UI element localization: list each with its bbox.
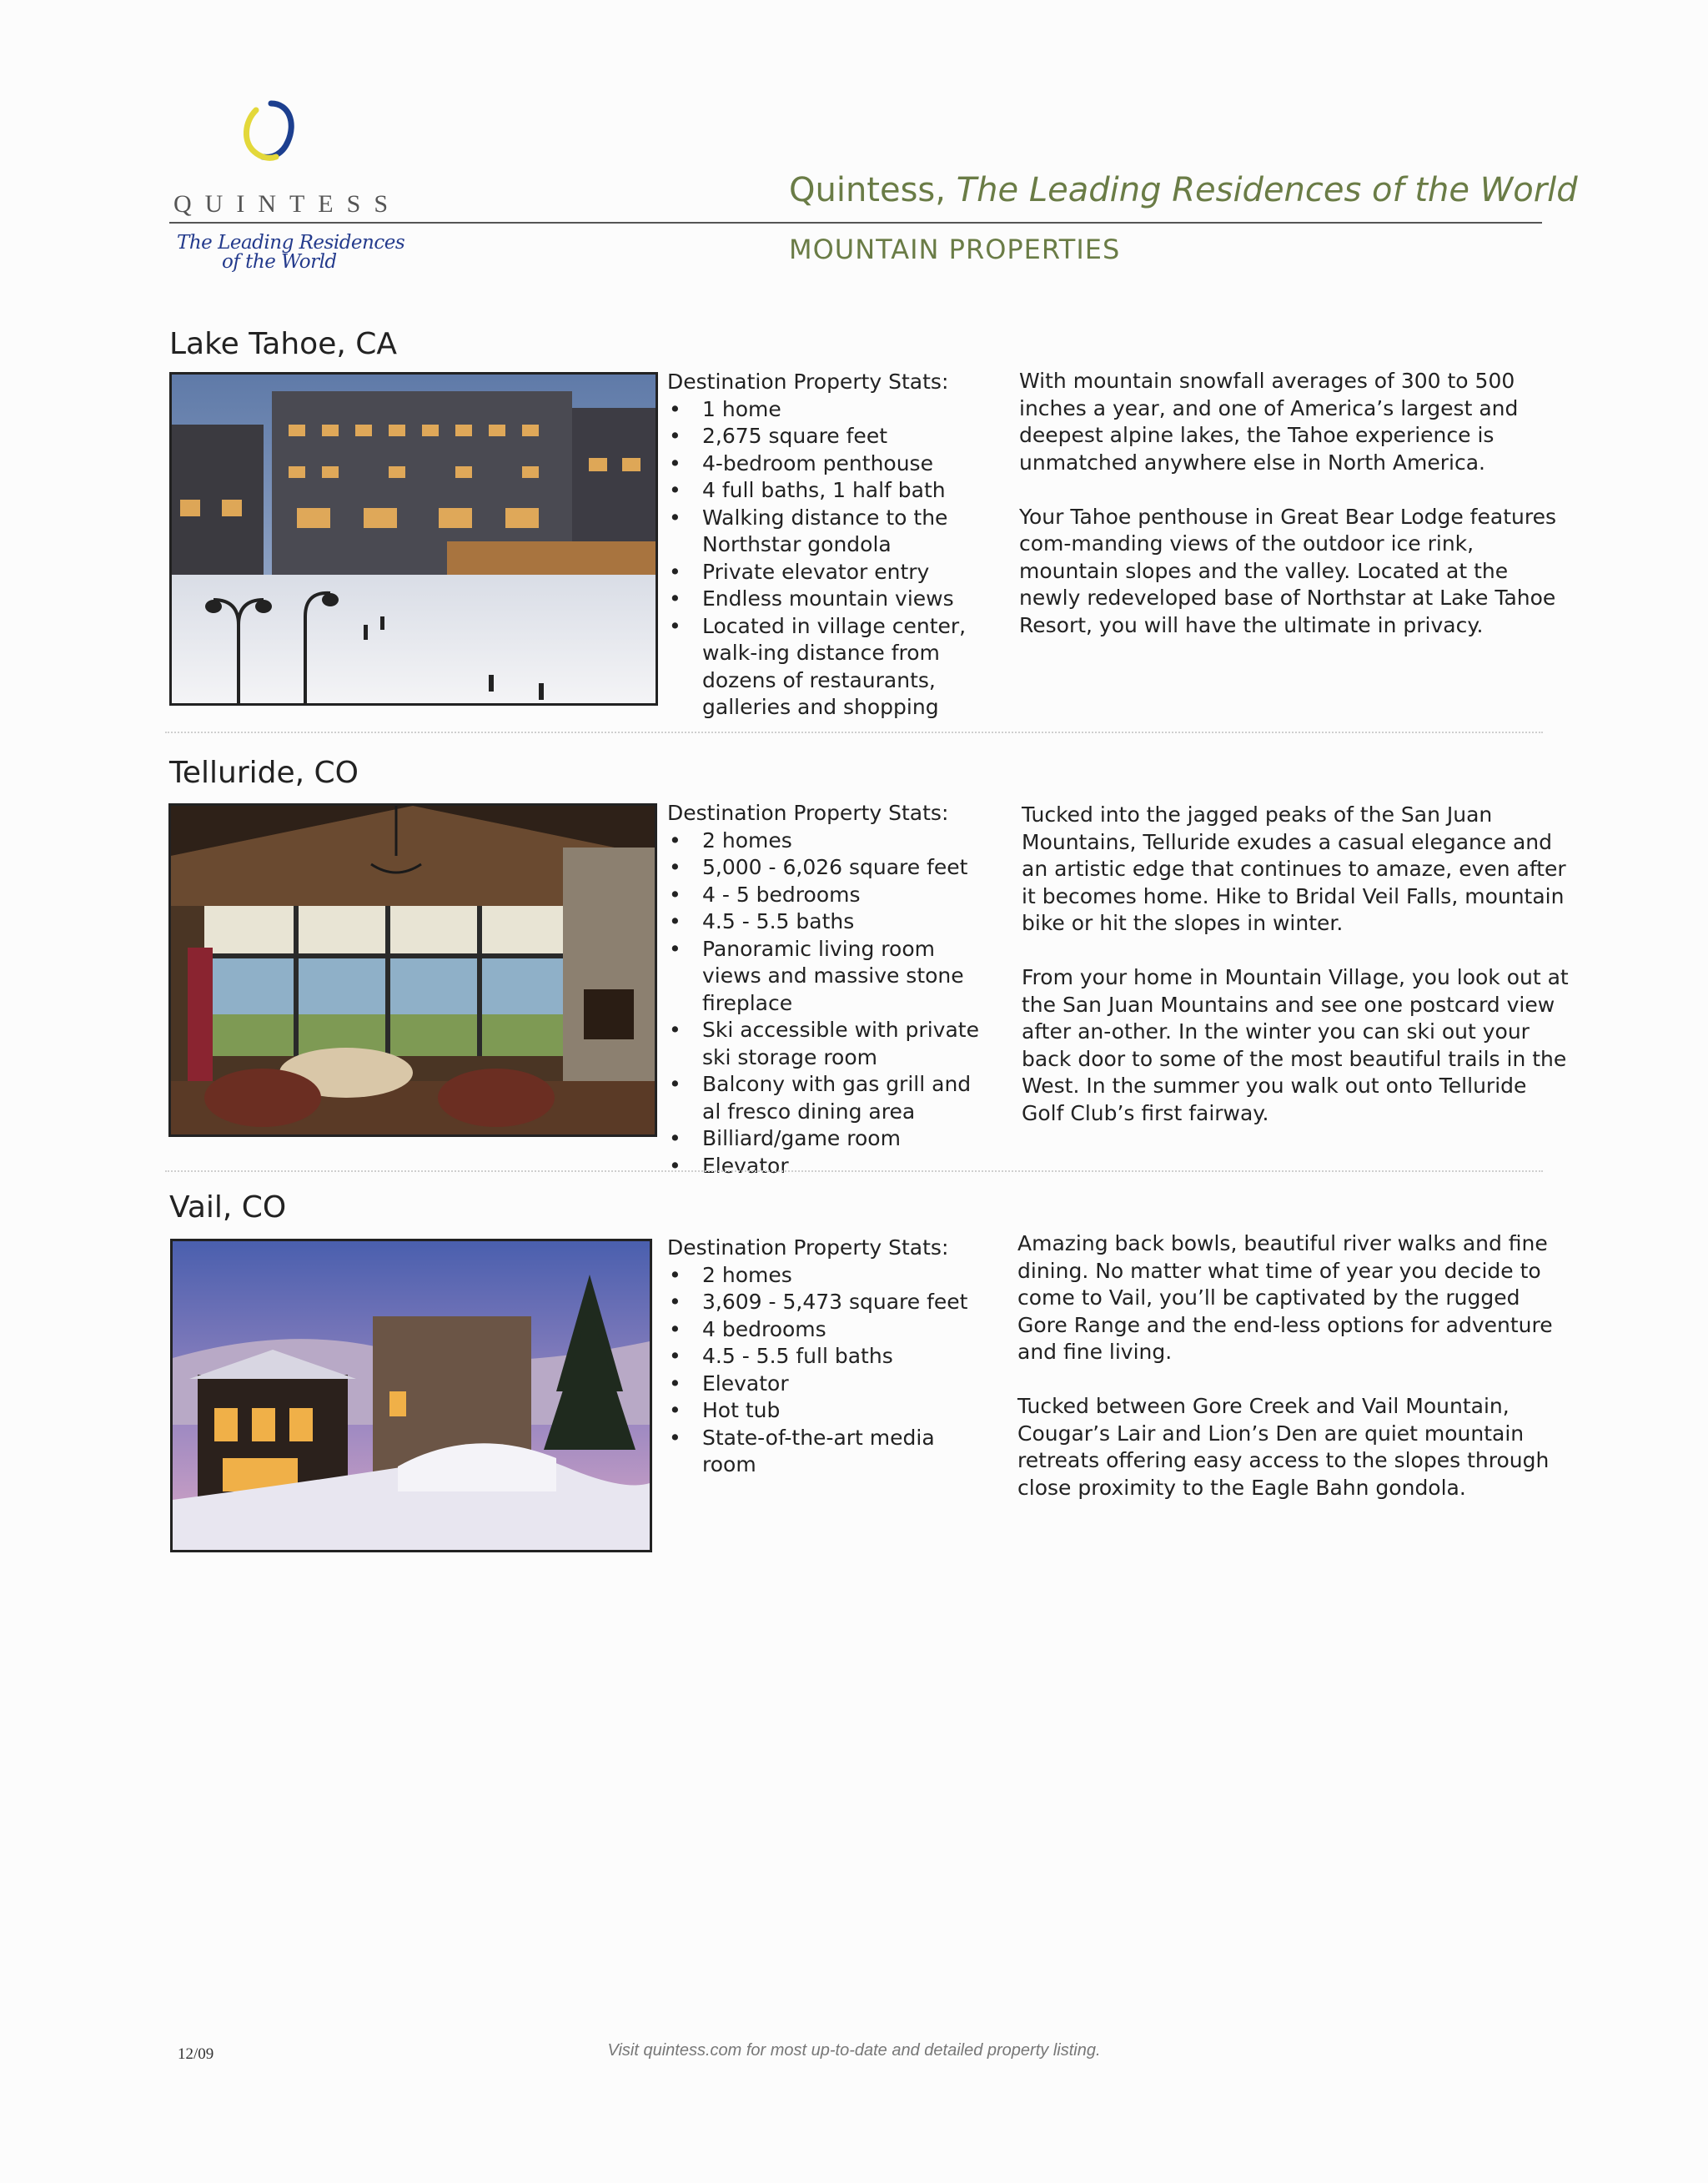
quintess-logo <box>167 98 405 282</box>
list-item: • 2,675 square feet <box>667 423 986 450</box>
snowy-home-photo <box>170 1239 652 1552</box>
list-item: • 3,609 - 5,473 square feet <box>667 1289 986 1316</box>
list-item: • Hot tub <box>667 1397 986 1425</box>
list-item: • 4 - 5 bedrooms <box>667 882 986 909</box>
list-item: • 4-bedroom penthouse <box>667 450 986 478</box>
logo-brand: QUINTESS <box>173 190 402 218</box>
description-paragraph: Tucked into the jagged peaks of the San Juan Mountains, Telluride exudes a casual elegance and an artistic edge that continues to amaze, even after it becomes home. Hike to Bridal Veil Falls, mountain bike or hit the slopes in winter. <box>1022 802 1566 935</box>
logo-tagline-2: of the World <box>222 251 337 273</box>
property-description <box>1019 368 1570 666</box>
description-paragraph: From your home in Mountain Village, you look out at the San Juan Mountains and see one postcard view after an-other. In the winter you can ski out your back door to some of the most beautiful trails in the West. In the summer you walk out onto Telluride Golf Club’s first fairway. <box>1022 965 1569 1125</box>
list-item: • 2 homes <box>667 1262 986 1290</box>
stats-list <box>667 827 986 1180</box>
section-divider <box>165 1170 1543 1172</box>
list-item: • Balcony with gas grill and al fresco dining area <box>667 1071 986 1125</box>
list-item: • 5,000 - 6,026 square feet <box>667 854 986 882</box>
city-heading: Lake Tahoe, CA <box>169 327 398 361</box>
stats-heading: Destination Property Stats: <box>667 1235 949 1260</box>
property-stats <box>667 800 986 1180</box>
list-item: • 4.5 - 5.5 full baths <box>667 1343 986 1371</box>
list-item: • 4 full baths, 1 half bath <box>667 477 986 505</box>
property-stats <box>667 1235 986 1479</box>
description-paragraph: Tucked between Gore Creek and Vail Mountain, Cougar’s Lair and Lion’s Den are quiet mountain retreats offering easy access to the slopes through close proximity to the Eagle Bahn gondola. <box>1017 1394 1550 1500</box>
logo-tagline-1: The Leading Residences <box>177 232 405 254</box>
property-description <box>1017 1230 1568 1529</box>
list-item: • Elevator <box>667 1371 986 1398</box>
list-item: • 4 bedrooms <box>667 1316 986 1344</box>
list-item: • Private elevator entry <box>667 559 986 586</box>
living-room-photo <box>168 803 657 1137</box>
list-item: • Panoramic living room views and massive stone fireplace <box>667 936 986 1018</box>
city-heading: Vail, CO <box>169 1190 287 1225</box>
stats-list <box>667 396 986 722</box>
list-item: • Ski accessible with private ski storage room <box>667 1017 986 1071</box>
city-heading: Telluride, CO <box>169 756 359 790</box>
footer-note: Visit quintess.com for most up-to-date and detailed property listing. <box>607 2041 1101 2060</box>
page-subtitle: MOUNTAIN PROPERTIES <box>789 234 1121 265</box>
footer-date: 12/09 <box>178 2045 214 2063</box>
title-prefix: Quintess, <box>789 171 946 209</box>
list-item: • Endless mountain views <box>667 586 986 613</box>
lodge-ice-rink-photo <box>169 372 658 706</box>
list-item: • 4.5 - 5.5 baths <box>667 908 986 936</box>
description-paragraph: With mountain snowfall averages of 300 to 500 inches a year, and one of America’s largest and deepest alpine lakes, the Tahoe experience is unmatched anywhere else in North America. <box>1019 369 1519 475</box>
stats-heading: Destination Property Stats: <box>667 370 949 394</box>
list-item: • Elevator <box>667 1153 986 1180</box>
header-divider <box>169 222 1542 224</box>
list-item: • 1 home <box>667 396 986 424</box>
property-description <box>1022 802 1572 1154</box>
list-item: • 2 homes <box>667 827 986 855</box>
list-item: • Walking distance to the Northstar gondola <box>667 505 986 559</box>
stats-list <box>667 1262 986 1479</box>
list-item: • Located in village center, walk-ing distance from dozens of restaurants, galleries and shopping <box>667 613 986 722</box>
list-item: • Billiard/game room <box>667 1125 986 1153</box>
section-divider <box>165 732 1543 733</box>
title-italic: The Leading Residences of the World <box>956 171 1578 209</box>
stats-heading: Destination Property Stats: <box>667 801 949 825</box>
page-title <box>789 171 1578 209</box>
property-stats <box>667 369 986 722</box>
crescent-logo-icon <box>238 98 304 174</box>
description-paragraph: Your Tahoe penthouse in Great Bear Lodge features com-manding views of the outdoor ice rink, mountain slopes and the valley. Located at the newly redeveloped base of Northstar at Lake Tahoe Resort, you will have the ultimate in privacy. <box>1019 504 1556 637</box>
description-paragraph: Amazing back bowls, beautiful river walks and fine dining. No matter what time of year you decide to come to Vail, you’ll be captivated by the rugged Gore Range and the end-less options for adventure and fine living. <box>1017 1231 1553 1364</box>
list-item: • State-of-the-art media room <box>667 1425 986 1479</box>
